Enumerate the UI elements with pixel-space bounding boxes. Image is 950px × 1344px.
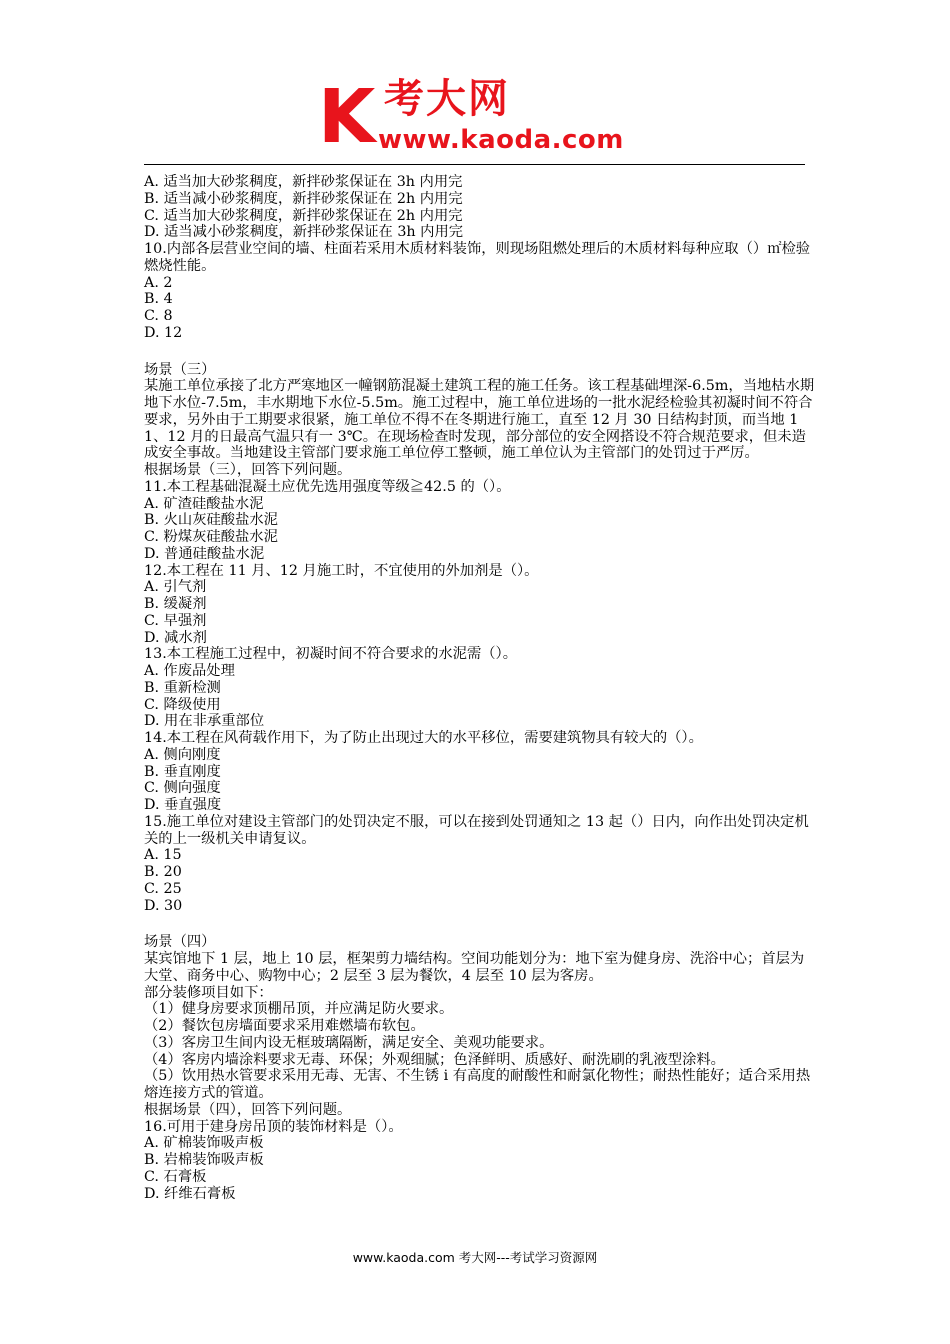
text-line: 13.本工程施工过程中，初凝时间不符合要求的水泥需（）。	[144, 646, 518, 663]
text-line: D. 普通硅酸盐水泥	[144, 545, 265, 562]
blank-line	[144, 914, 816, 934]
text-line: 11.本工程基础混凝土应优先选用强度等级≧42.5 的（）。	[144, 478, 511, 495]
text-line: A. 引气剂	[144, 579, 207, 596]
text-line: A. 侧向刚度	[144, 746, 221, 763]
text-line: 根据场景（四），回答下列问题。	[144, 1101, 352, 1118]
text-line: C. 早强剂	[144, 612, 207, 629]
text-line: A. 作废品处理	[144, 663, 235, 679]
text-line: A. 矿棉装饰吸声板	[144, 1135, 264, 1152]
text-line: （5）饮用热水管要求采用无毒、无害、不生锈 i 有高度的耐酸性和耐氯化物性；耐热性能好；适合采用热熔连接方式的管道。	[144, 1068, 811, 1101]
text-line: （3）客房卫生间内设无框玻璃隔断，满足安全、美观功能要求。	[144, 1034, 554, 1051]
logo-title: 考大网	[384, 76, 510, 122]
text-line: C. 降级使用	[144, 696, 221, 713]
text-line: A. 2	[144, 274, 173, 291]
text-line: B. 缓凝剂	[144, 596, 207, 612]
text-line: （1）健身房要求顶棚吊顶，并应满足防火要求。	[144, 1001, 454, 1018]
text-line: C. 石膏板	[144, 1168, 207, 1185]
text-line: 12.本工程在 11 月、12 月施工时，不宜使用的外加剂是（）。	[144, 562, 539, 579]
text-line: 某施工单位承接了北方严寒地区一幢钢筋混凝土建筑工程的施工任务。该工程基础埋深-6.5m，当地枯水期地下水位-7.5m，丰水期地下水位-5.5m。施工过程中，施工单位进场的一批水泥经检验其初凝时间不符合要求，另外由于工期要求很紧，施工单位不得不在冬期进行施工，直至 12 月 30 日结构封顶，而当地 11、12 月的日最高气温只有一 3℃。在现场检查时发现，部分部位的安全网搭设不符合规范要求，但未造成安全事故。当地建设主管部门要求施工单位停工整顿，施工单位认为主管部门的处罚过于严厉。	[144, 378, 815, 462]
text-line: B. 火山灰硅酸盐水泥	[144, 512, 278, 529]
logo-url: www.kaoda.com	[378, 125, 624, 155]
text-line: A. 15	[144, 847, 182, 864]
text-line: A. 适当加大砂浆稠度，新拌砂浆保证在 3h 内用完	[144, 174, 463, 190]
text-line: B. 重新检测	[144, 679, 221, 696]
text-line: 场景（四）	[144, 934, 216, 951]
text-line: C. 25	[144, 880, 182, 897]
text-line: C. 侧向强度	[144, 780, 221, 797]
text-line: 15.施工单位对建设主管部门的处罚决定不服，可以在接到处罚通知之 13 起（）日内，向作出处罚决定机关的上一级机关申请复议。	[144, 813, 809, 847]
text-line: B. 适当减小砂浆稠度，新拌砂浆保证在 2h 内用完	[144, 190, 463, 207]
logo-k-mark: K	[318, 74, 372, 160]
page-footer: www.kaoda.com 考大网---考试学习资源网	[352, 1250, 598, 1265]
header-divider	[144, 164, 805, 165]
text-line: D. 垂直强度	[144, 797, 222, 813]
text-line: 14.本工程在风荷载作用下，为了防止出现过大的水平移位，需要建筑物具有较大的（）。	[144, 730, 703, 746]
text-line: 根据场景（三），回答下列问题。	[144, 462, 352, 478]
document-body	[144, 174, 816, 1202]
text-line: B. 垂直刚度	[144, 763, 221, 780]
text-line: D. 30	[144, 897, 183, 914]
text-line: D. 12	[144, 324, 183, 341]
text-line: （4）客房内墙涂料要求无毒、环保；外观细腻；色泽鲜明、质感好、耐洗刷的乳液型涂料。	[144, 1051, 725, 1068]
kaoda-logo	[318, 74, 638, 160]
text-line: B. 4	[144, 291, 173, 308]
text-line: D. 适当减小砂浆稠度，新拌砂浆保证在 3h 内用完	[144, 224, 464, 241]
text-line: 16.可用于建身房吊顶的装饰材料是（）。	[144, 1118, 403, 1135]
text-line: 部分装修项目如下：	[144, 984, 273, 1001]
blank-line	[144, 342, 816, 362]
text-line: D. 纤维石膏板	[144, 1185, 236, 1202]
text-line: 场景（三）	[144, 361, 216, 378]
text-line: A. 矿渣硅酸盐水泥	[144, 495, 264, 512]
text-line: C. 8	[144, 308, 173, 324]
text-line: D. 减水剂	[144, 629, 207, 646]
text-line: D. 用在非承重部位	[144, 713, 265, 730]
text-line: （2）餐饮包房墙面要求采用难燃墙布软包。	[144, 1018, 425, 1034]
text-line: C. 适当加大砂浆稠度，新拌砂浆保证在 2h 内用完	[144, 207, 463, 224]
text-line: B. 岩棉装饰吸声板	[144, 1152, 264, 1168]
text-line: C. 粉煤灰硅酸盐水泥	[144, 529, 278, 545]
text-line: 某宾馆地下 1 层，地上 10 层，框架剪力墙结构。空间功能划分为：地下室为健身房、洗浴中心；首层为大堂、商务中心、购物中心；2 层至 3 层为餐饮，4 层至 10 层为客房。	[144, 951, 805, 984]
text-line: 10.内部各层营业空间的墙、柱面若采用木质材料装饰，则现场阻燃处理后的木质材料每种应取（）㎡检验燃烧性能。	[144, 241, 811, 274]
text-line: B. 20	[144, 864, 182, 880]
